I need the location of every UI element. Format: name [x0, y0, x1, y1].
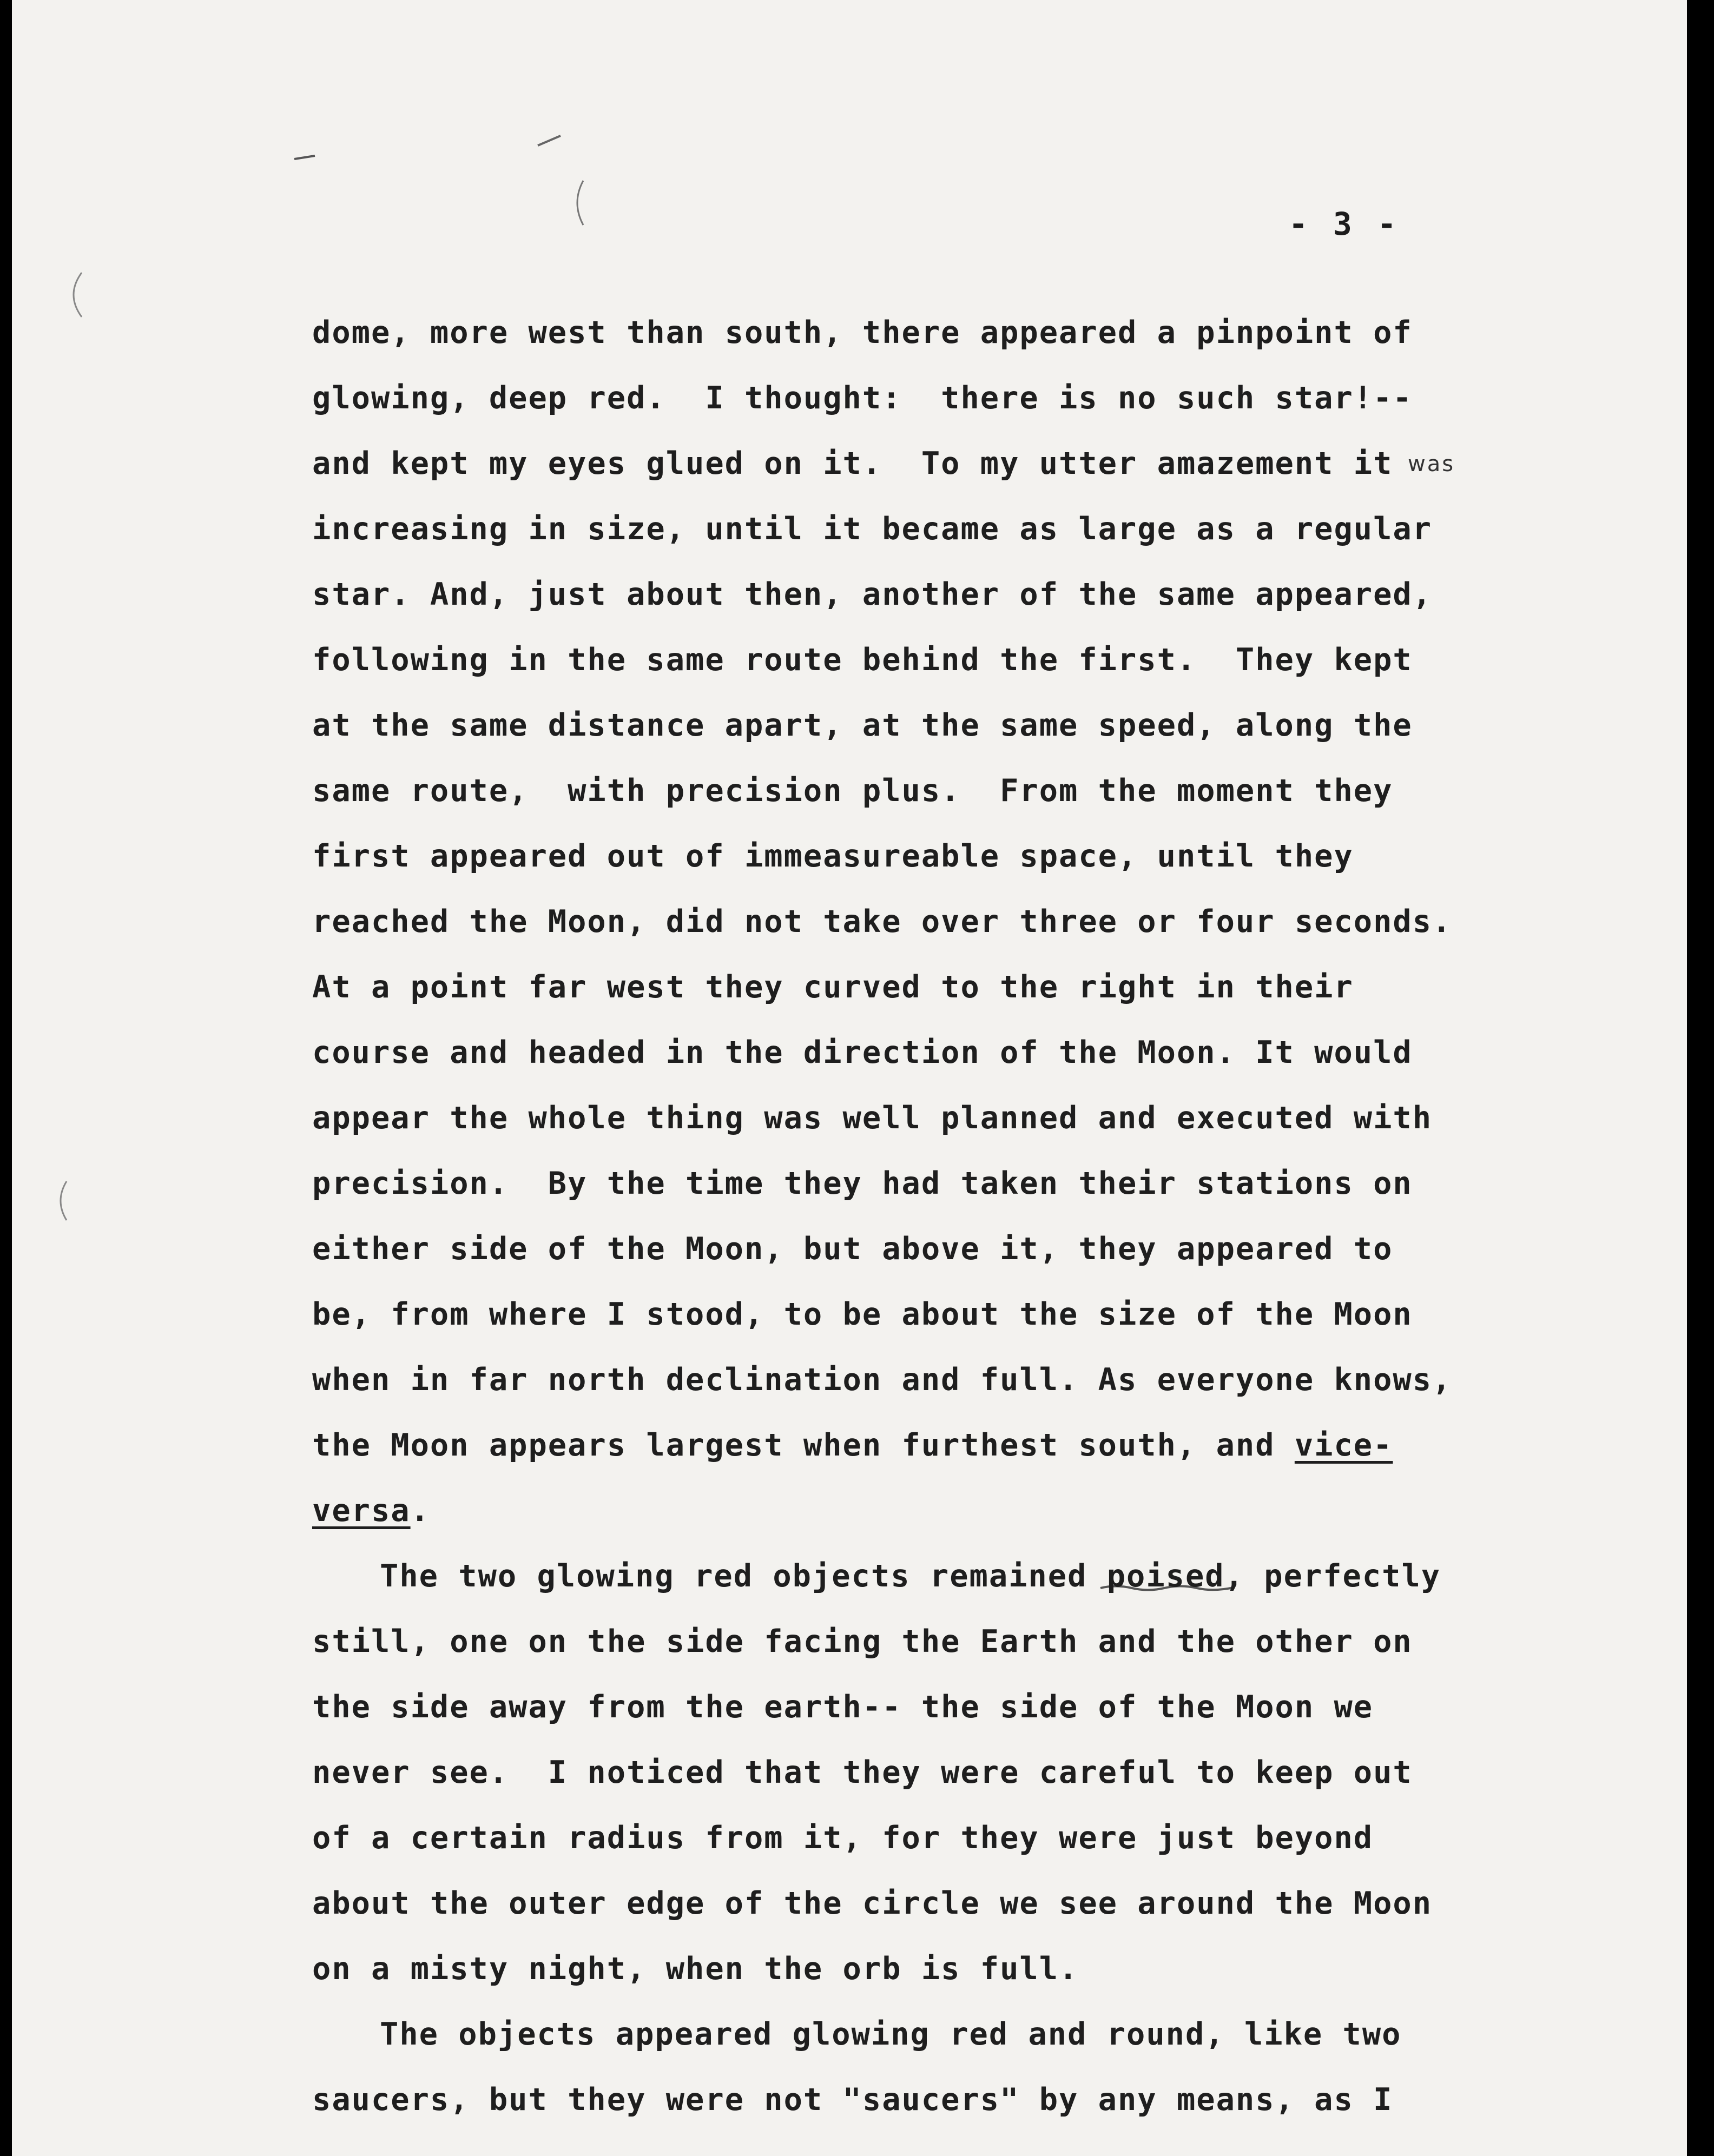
text-line: saucers, but they were not "saucers" by any means, as I: [312, 2082, 1393, 2118]
scan-bracket-mark: [63, 270, 85, 319]
text-line: star. And, just about then, another of the same appeared,: [312, 577, 1433, 612]
text-line: increasing in size, until it became as large as a regular: [312, 511, 1433, 547]
text-line: first appeared out of immeasureable space, until they: [312, 838, 1354, 874]
body-text: [312, 300, 1502, 2133]
underlined-word: vice-: [1294, 1427, 1393, 1463]
text-line: about the outer edge of the circle we see around the Moon: [312, 1886, 1433, 1921]
handwritten-insertion: was: [1408, 452, 1455, 477]
text-line: The objects appeared glowing red and round, like two: [380, 2016, 1402, 2052]
text-line: either side of the Moon, but above it, they appeared to: [312, 1231, 1393, 1267]
text-line: The two glowing red objects remained poised, perfectly: [380, 1558, 1441, 1594]
text-line: precision. By the time they had taken their stations on: [312, 1166, 1413, 1201]
text-line: of a certain radius from it, for they were just beyond: [312, 1820, 1374, 1856]
text-line: course and headed in the direction of the Moon. It would: [312, 1035, 1413, 1070]
underlined-word: versa: [312, 1493, 411, 1529]
scan-bracket-mark: [52, 1179, 69, 1222]
text-line: the side away from the earth-- the side of the Moon we: [312, 1689, 1374, 1725]
text-line: at the same distance apart, at the same speed, along the: [312, 707, 1413, 743]
text-line: glowing, deep red. I thought: there is no such star!--: [312, 380, 1413, 416]
document-page: [12, 0, 1687, 2156]
text-line: still, one on the side facing the Earth and the other on: [312, 1624, 1413, 1659]
text-line: never see. I noticed that they were careful to keep out: [312, 1755, 1413, 1790]
text-fragment: .: [410, 1493, 430, 1529]
text-line: and kept my eyes glued on it. To my utter amazement it: [312, 446, 1393, 481]
text-line: appear the whole thing was well planned and executed with: [312, 1100, 1433, 1136]
text-line: be, from where I stood, to be about the size of the Moon: [312, 1297, 1413, 1332]
text-line: same route, with precision plus. From the moment they: [312, 773, 1393, 809]
page-number: - 3 -: [1289, 206, 1400, 242]
text-line: [312, 1478, 1502, 1544]
text-line: when in far north declination and full. As everyone knows,: [312, 1362, 1452, 1398]
text-line: on a misty night, when the orb is full.: [312, 1951, 1079, 1987]
text-line: reached the Moon, did not take over three or four seconds.: [312, 904, 1452, 940]
text-line: dome, more west than south, there appeared a pinpoint of: [312, 315, 1413, 350]
scan-speck-mark: [293, 151, 326, 162]
scan-bracket-mark: [569, 178, 585, 227]
text-line: [312, 1413, 1502, 1478]
scan-speck-mark: [537, 133, 564, 149]
text-fragment: the Moon appears largest when furthest south, and: [312, 1427, 1295, 1463]
text-line: following in the same route behind the first. They kept: [312, 642, 1413, 678]
text-line: At a point far west they curved to the right in their: [312, 969, 1354, 1005]
